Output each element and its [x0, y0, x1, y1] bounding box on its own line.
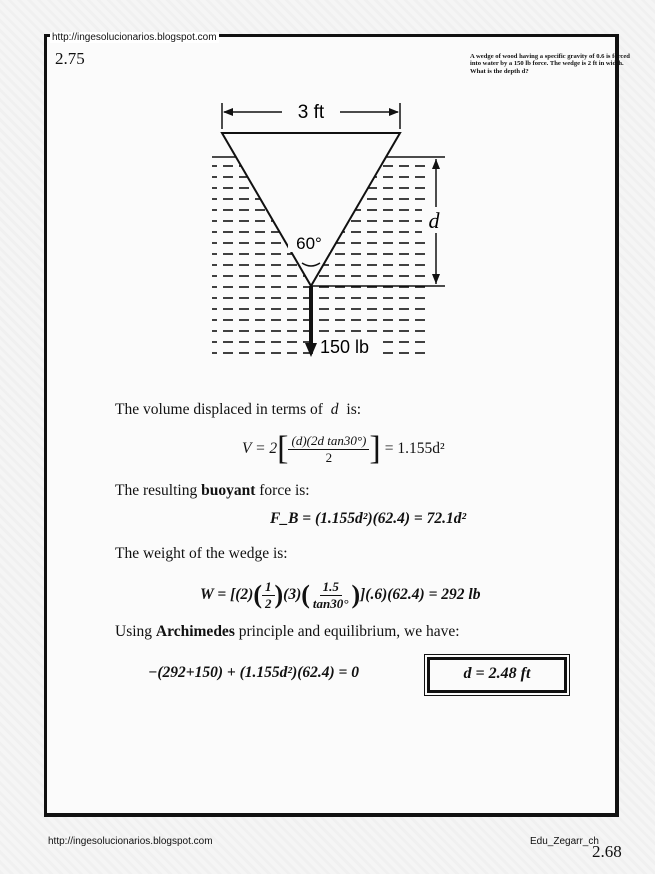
force-label: 150 lb [320, 337, 370, 357]
buoyant-intro: The resulting buoyant force is: [115, 482, 310, 499]
volume-equation: V = 2 [ $\frac{\text{(d)(2d tan30°)}}{2}$ ] = 1.155d² [242, 430, 445, 467]
page-number: 2.68 [592, 842, 622, 861]
footer-url[interactable]: http://ingesolucionarios.blogspot.com [48, 836, 213, 847]
archimedes-intro: Using Archimedes principle and equilibrium, we have: [115, 623, 460, 640]
depth-label: d [428, 208, 440, 233]
width-label: 3 ft [297, 102, 325, 123]
wedge-diagram [190, 95, 470, 365]
header-url[interactable]: http://ingesolucionarios.blogspot.com [52, 32, 217, 43]
answer-text: d = 2.48 ft [463, 665, 531, 682]
angle-label: 60° [296, 234, 322, 253]
weight-equation: W = [(2) ( $\frac{1}{2}$ ) (3) ( $\frac{1.5}{\tan 30^\circ}$ ) ](.6)(62.4) = 292 lb [200, 578, 481, 611]
volume-intro: The volume displaced in terms of d is: [115, 401, 362, 418]
equilibrium-equation: −(292+150) + (1.155d²)(62.4) = 0 [148, 664, 360, 681]
problem-statement: A wedge of wood having a specific gravity of 0.6 is forced into water by a 150 lb force. The wedge is 2 ft in width. What is the depth d? [470, 53, 630, 75]
problem-number: 2.75 [55, 49, 85, 68]
weight-intro: The weight of the wedge is: [115, 545, 288, 562]
wedge-figure [190, 95, 470, 370]
author-credit: Edu_Zegarr_ch [530, 836, 599, 847]
answer-box [427, 657, 567, 693]
buoyant-equation: F_B = (1.155d²)(62.4) = 72.1d² [270, 510, 467, 527]
